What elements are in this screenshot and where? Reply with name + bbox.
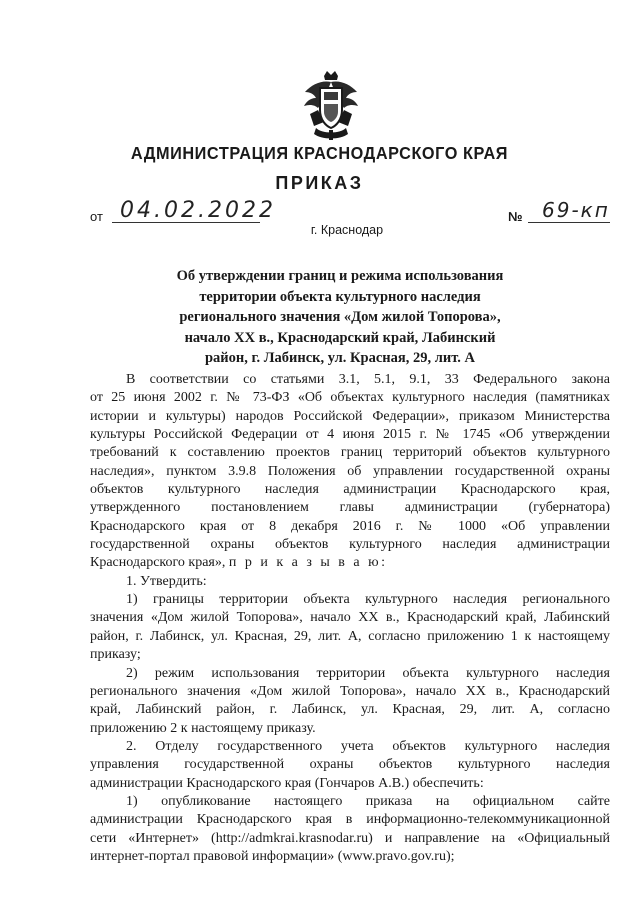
subject-line: регионального значения «Дом жилой Топорова», xyxy=(179,309,501,325)
body-line: требований к составлению проектов границ территорий объектов культурного xyxy=(90,445,610,461)
body-line: администрации Краснодарского края (Гончаров А.В.) обеспечить: xyxy=(90,775,484,791)
organization-title: АДМИНИСТРАЦИЯ КРАСНОДАРСКОГО КРАЯ xyxy=(130,143,509,163)
subject-line: район, г. Лабинск, ул. Красная, 29, лит. А xyxy=(204,350,475,366)
subject-line: территории объекта культурного наследия xyxy=(199,288,481,305)
body-line: культуры Российской Федерации от 4 июня 2015 г. № 1745 «Об утверждении xyxy=(90,427,610,443)
body-line: интернет-портал правовой информации» (www.pravo.gov.ru); xyxy=(90,848,455,864)
city-name: г. Краснодар xyxy=(310,223,384,237)
document-type: ПРИКАЗ xyxy=(275,173,364,193)
body-line: наследия», пунктом 3.9.8 Положения об управлении государственной охраны xyxy=(90,463,610,479)
body-line: В соответствии со статьями 3.1, 5.1, 9.1, 33 Федерального закона xyxy=(126,372,610,387)
subject-line: начало XX в., Краснодарский край, Лабинский xyxy=(184,329,496,346)
body-line: от 25 июня 2002 г. № 73-ФЗ «Об объектах культурного наследия (памятниках xyxy=(90,390,610,406)
body-line: государственной охраны объектов культурного наследия администрации xyxy=(90,537,610,553)
body-line xyxy=(90,554,610,572)
body-line: 1) опубликование настоящего приказа на официальном сайте xyxy=(126,793,610,809)
body-line: 2) режим использования территории объекта культурного наследия xyxy=(126,665,610,681)
order-phrase: п р и к а з ы в а ю: xyxy=(228,555,388,571)
body-line: Краснодарского края от 8 декабря 2016 г. № 1000 «Об управлении xyxy=(90,518,610,534)
body-line: 2. Отделу государственного учета объектов культурного наследия xyxy=(126,738,610,754)
body-line: приказу; xyxy=(90,647,141,663)
document-body xyxy=(90,371,610,866)
subject-line: Об утверждении границ и режима использования xyxy=(176,268,504,284)
body-line: сети «Интернет» (http://admkrai.krasnodar.ru) и направление на «Официальный xyxy=(90,830,610,846)
body-line: край, Лабинский район, г. Лабинск, ул. Красная, 29, лит. А, согласно xyxy=(90,702,610,718)
body-line: 1. Утвердить: xyxy=(126,573,207,589)
body-line: район, г. Лабинск, ул. Красная, 29, лит. А, согласно приложению 1 к настоящему xyxy=(90,628,610,644)
body-text: Краснодарского края», xyxy=(90,555,229,571)
krasnodar-coat-of-arms-icon xyxy=(300,70,362,142)
handwritten-number: 69-кп xyxy=(542,198,610,222)
body-line: 1) границы территории объекта культурного наследия регионального xyxy=(126,592,610,608)
body-line: управления государственной охраны объектов культурного наследия xyxy=(90,757,610,773)
date-prefix: от xyxy=(90,209,103,224)
body-line: администрации Краснодарского края в информационно-телекоммуникационной xyxy=(90,812,610,828)
body-line: утвержденного постановлением главы администрации (губернатора) xyxy=(90,500,610,516)
number-prefix: № xyxy=(508,209,523,224)
document-subject xyxy=(140,266,540,369)
body-line: приложению 2 к настоящему приказу. xyxy=(90,720,316,736)
body-line: регионального значения «Дом жилой Топорова», начало XX в., Краснодарский xyxy=(90,683,610,699)
body-line: истории и культуры) народов Российской Федерации», приказом Министерства xyxy=(90,408,610,424)
body-line: значения «Дом жилой Топорова», начало XX в., Краснодарский край, Лабинский xyxy=(90,610,610,626)
body-line: объектов культурного наследия администрации Краснодарского края, xyxy=(90,482,610,498)
handwritten-date: 04.02.2022 xyxy=(120,198,276,223)
